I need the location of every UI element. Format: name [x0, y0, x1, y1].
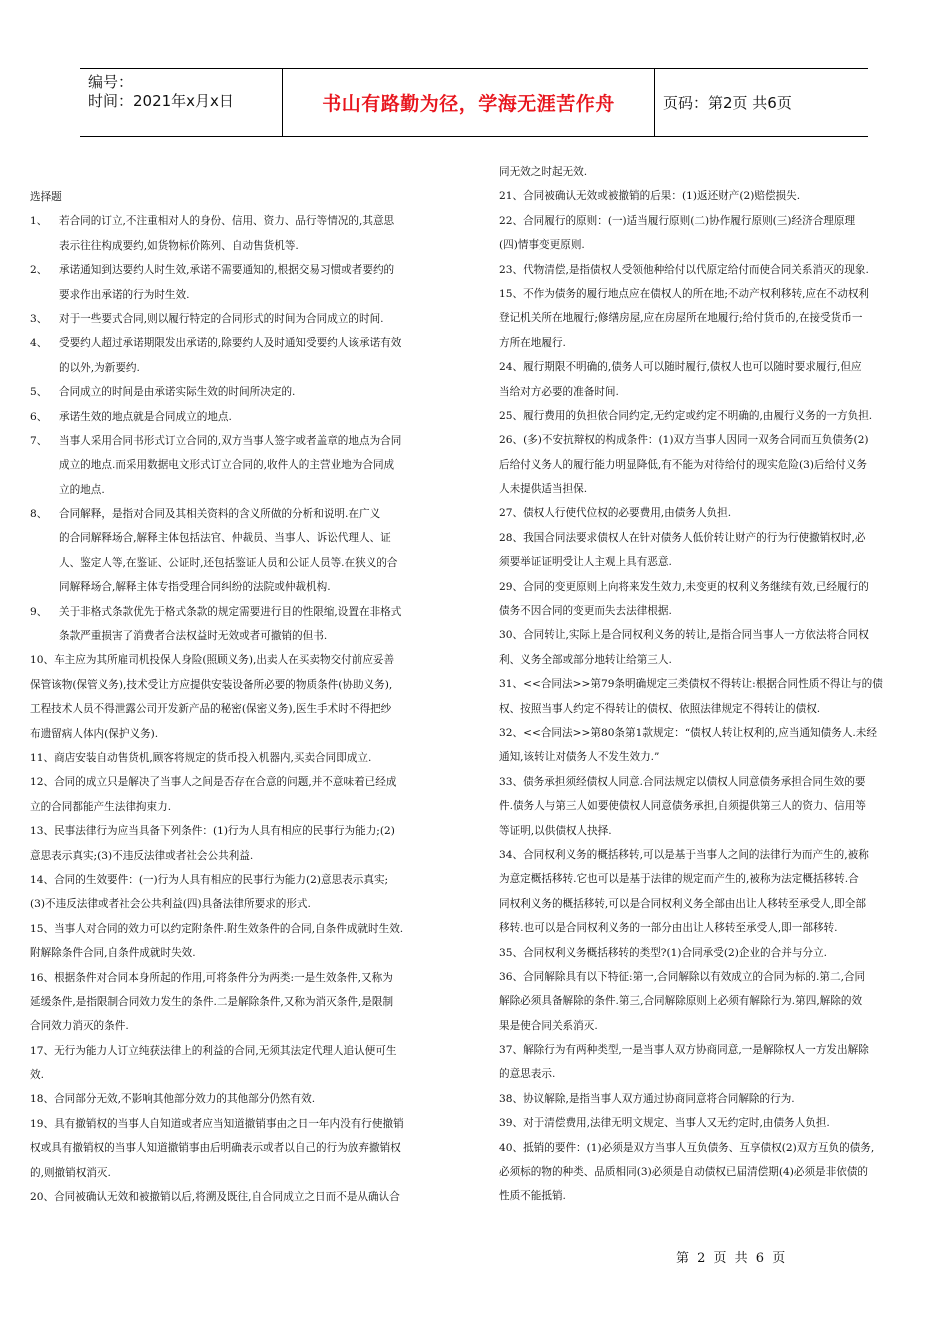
line-text: 合同成立的时间是由承诺实际生效的时间所决定的.	[59, 386, 296, 399]
item-number: 8、	[30, 508, 48, 521]
text-line	[30, 234, 450, 258]
line-text: 件.债务人与第三人如要使债权人同意债务承担,自须提供第三人的资力、信用等	[499, 800, 866, 813]
line-text: 登记机关所在地履行;修缮房屋,应在房屋所在地履行;给付货币的,在接受货币一	[499, 312, 863, 325]
line-text: 30、合同转让,实际上是合同权利义务的转让,是指合同当事人一方依法将合同权	[499, 629, 869, 642]
line-text: 布遗留病人体内(保护义务).	[30, 727, 159, 740]
text-line	[499, 380, 919, 404]
text-line	[499, 1184, 919, 1208]
text-line	[499, 672, 919, 696]
line-text: 承诺通知到达要约人时生效,承诺不需要通知的,根据交易习惯或者要约的	[59, 264, 395, 277]
line-text: 债务不因合同的变更而失去法律根据.	[499, 605, 672, 618]
text-line	[499, 867, 919, 891]
text-line	[499, 1062, 919, 1086]
right-text-column	[499, 160, 919, 1209]
text-line	[499, 1160, 919, 1184]
text-line	[499, 453, 919, 477]
line-text: 利、义务全部或部分地转让给第三人.	[499, 653, 672, 666]
page-footer: 第 2 页 共 6 页	[676, 1251, 788, 1266]
line-text: 22、合同履行的原则：(一)适当履行原则(二)协作履行原则(三)经济合理原理	[499, 214, 856, 227]
line-text: 通知,该转让对债务人不发生效力.”	[499, 751, 660, 764]
text-line	[30, 795, 450, 819]
text-line	[30, 892, 450, 916]
line-text: 34、合同权利义务的概括移转,可以是基于当事人之间的法律行为而产生的,被称	[499, 848, 869, 861]
line-text: 权或具有撤销权的当事人知道撤销事由后明确表示或者以自己的行为放弃撤销权	[30, 1142, 401, 1155]
text-line	[499, 1136, 919, 1160]
text-line	[30, 478, 450, 502]
text-line	[499, 575, 919, 599]
text-line	[30, 600, 450, 624]
line-text: 39、对于清偿费用,法律无明文规定、当事人又无约定时,由债务人负担.	[499, 1117, 830, 1130]
text-line	[499, 331, 919, 355]
text-line	[499, 989, 919, 1013]
text-line	[30, 941, 450, 965]
line-text: 移转.也可以是合同权利义务的一部分由出让人移转至承受人,即一部移转.	[499, 922, 838, 935]
line-text: 31、<<合同法>>第79条明确规定三类债权不得转让:根据合同性质不得让与的债	[499, 678, 883, 691]
text-line	[499, 648, 919, 672]
text-line	[30, 575, 450, 599]
line-text: 立的合同都能产生法律拘束力.	[30, 800, 172, 813]
line-text: 36、合同解除具有以下特征:第一,合同解除以有效成立的合同为标的.第二,合同	[499, 970, 866, 983]
line-text: 同无效之时起无效.	[499, 166, 588, 178]
line-text: 意思表示真实;(3)不违反法律或者社会公共利益.	[30, 849, 254, 862]
line-text: 表示往往构成要约,如货物标价陈列、自动售货机等.	[59, 239, 299, 252]
text-line	[30, 453, 450, 477]
line-text: 承诺生效的地点就是合同成立的地点.	[59, 410, 232, 423]
text-line	[499, 697, 919, 721]
text-line	[499, 916, 919, 940]
text-line	[499, 501, 919, 525]
line-text: 同解释场合,解释主体专指受理合同纠纷的法院或仲裁机构.	[59, 581, 331, 594]
line-text: 10、车主应为其所雇司机投保人身险(照顾义务),出卖人在买卖物交付前应妥善	[30, 654, 395, 667]
item-number: 1、	[30, 215, 48, 228]
text-line	[30, 258, 450, 282]
header-motto-cell	[283, 69, 655, 136]
line-text: (四)情事变更原则.	[499, 239, 585, 252]
item-number: 3、	[30, 312, 48, 325]
line-text: 40、抵销的要件：(1)必须是双方当事人互负债务、互享债权(2)双方互负的债务,	[499, 1141, 875, 1154]
line-text: 18、合同部分无效,不影响其他部分效力的其他部分仍然有效.	[30, 1093, 316, 1106]
text-line	[499, 160, 919, 184]
line-text: 合同效力消灭的条件.	[30, 1020, 129, 1033]
line-text: 32、<<合同法>>第80条第1款规定：“债权人转让权利的,应当通知债务人.未经	[499, 726, 877, 739]
line-text: 35、合同权利义务概括移转的类型?(1)合同承受(2)企业的合并与分立.	[499, 946, 827, 959]
left-text-column	[30, 185, 450, 1209]
text-line	[30, 1161, 450, 1185]
text-line	[499, 233, 919, 257]
text-line	[499, 550, 919, 574]
line-text: 的合同解释场合,解释主体包括法官、仲裁员、当事人、诉讼代理人、证	[59, 532, 391, 545]
text-line	[30, 1039, 450, 1063]
item-number: 7、	[30, 434, 48, 447]
line-text: 38、协议解除,是指当事人双方通过协商同意将合同解除的行为.	[499, 1092, 795, 1105]
line-text: 人未提供适当担保.	[499, 483, 588, 496]
text-line	[499, 184, 919, 208]
header-meta-cell	[80, 69, 283, 136]
line-text: 33、债务承担须经债权人同意.合同法规定以债权人同意债务承担合同生效的要	[499, 775, 866, 788]
text-line	[499, 1038, 919, 1062]
line-text: 24、履行期限不明确的,债务人可以随时履行,债权人也可以随时要求履行,但应	[499, 361, 862, 374]
text-line	[30, 380, 450, 404]
text-line	[30, 1063, 450, 1087]
line-text: 果是使合同关系消灭.	[499, 1019, 598, 1032]
line-text: 25、履行费用的负担依合同约定,无约定或约定不明确的,由履行义务的一方负担.	[499, 409, 873, 422]
text-line	[30, 356, 450, 380]
line-text: 受要约人超过承诺期限发出承诺的,除要约人及时通知受要约人该承诺有效	[59, 337, 402, 350]
line-text: 23、代物清偿,是指债权人受领他种给付以代原定给付而使合同关系消灭的现象.	[499, 263, 869, 276]
line-text: 须要举证证明受让人主观上具有恶意.	[499, 556, 672, 569]
text-line	[499, 1014, 919, 1038]
text-line	[30, 697, 450, 721]
line-text: 方所在地履行.	[499, 336, 566, 349]
header-table	[80, 68, 868, 137]
text-line	[30, 966, 450, 990]
text-line	[499, 306, 919, 330]
text-line	[499, 477, 919, 501]
text-line	[499, 1087, 919, 1111]
item-number: 2、	[30, 264, 48, 277]
line-text: 保管该物(保管义务),技术受让方应提供安装设备所必要的物质条件(协助义务),	[30, 678, 393, 691]
line-text: 解除必须具备解除的条件.第三,合同解除原则上必须有解除行为.第四,解除的效	[499, 995, 863, 1008]
text-line	[30, 990, 450, 1014]
text-line	[499, 209, 919, 233]
document-time-label: 时间：2021年x月x日	[88, 92, 234, 110]
item-number: 5、	[30, 386, 48, 399]
text-line	[30, 526, 450, 550]
line-text: 15、当事人对合同的效力可以约定附条件.附生效条件的合同,自条件成就时生效.	[30, 922, 404, 935]
line-text: 当给对方必要的准备时间.	[499, 385, 619, 398]
line-text: 的意思表示.	[499, 1068, 556, 1081]
text-line	[499, 404, 919, 428]
text-line	[30, 722, 450, 746]
line-text: 必须标的物的种类、品质相同(3)必须是自动债权已届清偿期(4)必须是非依债的	[499, 1166, 869, 1179]
line-text: 对于一些要式合同,则以履行特定的合同形式的时间为合同成立的时间.	[59, 312, 384, 325]
line-text: 性质不能抵销.	[499, 1190, 566, 1203]
text-line	[499, 819, 919, 843]
line-text: 12、合同的成立只是解决了当事人之间是否存在合意的问题,并不意味着已经成	[30, 776, 397, 789]
line-text: 16、根据条件对合同本身所起的作用,可将条件分为两类:一是生效条件,又称为	[30, 971, 393, 984]
text-line	[499, 428, 919, 452]
text-line	[30, 185, 450, 209]
text-line	[30, 917, 450, 941]
text-line	[30, 502, 450, 526]
text-line	[30, 770, 450, 794]
line-text: 为意定概括移转.它也可以是基于法律的规定而产生的,被称为法定概括移转.合	[499, 873, 859, 886]
text-line	[30, 673, 450, 697]
line-text: 26、(多)不安抗辩权的构成条件：(1)双方当事人因同一双务合同而互负债务(2)	[499, 434, 869, 447]
item-number: 4、	[30, 337, 48, 350]
line-text: 19、具有撤销权的当事人自知道或者应当知道撤销事由之日一年内没有行使撤销	[30, 1117, 404, 1130]
line-text: 延缓条件,是指限制合同效力发生的条件.二是解除条件,又称为消灭条件,是限制	[30, 995, 394, 1008]
line-text: 等证明,以供债权人抉择.	[499, 824, 612, 837]
line-text: 37、解除行为有两种类型,一是当事人双方协商同意,一是解除权人一方发出解除	[499, 1044, 869, 1057]
line-text: 21、合同被确认无效或被撤销的后果：(1)返还财产(2)赔偿损失.	[499, 190, 801, 203]
text-line	[30, 624, 450, 648]
text-line	[30, 307, 450, 331]
text-line	[30, 405, 450, 429]
line-text: 15、不作为债务的履行地点应在债权人的所在地;不动产权利移转,应在不动权利	[499, 287, 870, 300]
line-text: 的,则撤销权消灭.	[30, 1166, 111, 1179]
line-text: 27、债权人行使代位权的必要费用,由债务人负担.	[499, 507, 732, 520]
text-line	[499, 892, 919, 916]
text-line	[30, 1185, 450, 1209]
text-line	[30, 844, 450, 868]
text-line	[499, 526, 919, 550]
line-text: 条款严重损害了消费者合法权益时无效或者可撤销的但书.	[59, 630, 328, 643]
line-text: 关于非格式条款优先于格式条款的规定需要进行目的性限缩,设置在非格式	[59, 605, 402, 618]
text-line	[499, 965, 919, 989]
line-text: 同权利义务的概括移转,可以是合同权利义务全部由出让人移转至承受人,即全部	[499, 897, 866, 910]
text-line	[30, 819, 450, 843]
text-line	[30, 1136, 450, 1160]
header-page-cell	[655, 69, 868, 136]
text-line	[30, 429, 450, 453]
text-line	[30, 1087, 450, 1111]
text-line	[499, 745, 919, 769]
motto-text: 书山有路勤为径，学海无涯苦作舟	[322, 93, 615, 115]
text-line	[30, 331, 450, 355]
line-text: 11、商店安装自动售货机,顾客将规定的货币投入机器内,买卖合同即成立.	[30, 751, 372, 764]
line-text: 成立的地点.而采用数据电文形式订立合同的,收件人的主营业地为合同成	[59, 459, 395, 472]
page-number-label: 页码：第2页 共6页	[663, 94, 792, 112]
line-text: 13、民事法律行为应当具备下列条件：(1)行为人具有相应的民事行为能力;(2)	[30, 825, 395, 838]
line-text: 当事人采用合同书形式订立合同的,双方当事人签字或者盖章的地点为合同	[59, 434, 402, 447]
text-line	[499, 623, 919, 647]
text-line	[499, 843, 919, 867]
text-line	[499, 941, 919, 965]
text-line	[30, 648, 450, 672]
text-line	[499, 770, 919, 794]
line-text: 附解除条件合同,自条件成就时失效.	[30, 947, 196, 960]
line-text: 选择题	[30, 191, 62, 203]
text-line	[30, 1014, 450, 1038]
line-text: 合同解释，是指对合同及其相关资料的含义所做的分析和说明.在广义	[59, 508, 381, 521]
line-text: 人、鉴定人等,在鉴证、公证时,还包括鉴证人员和公证人员等.在狭义的合	[59, 556, 398, 569]
text-line	[30, 868, 450, 892]
line-text: (3)不违反法律或者社会公共利益(四)具备法律所要求的形式.	[30, 898, 311, 911]
text-line	[499, 721, 919, 745]
line-text: 工程技术人员不得泄露公司开发新产品的秘密(保密义务),医生手术时不得把纱	[30, 703, 392, 716]
line-text: 要求作出承诺的行为时生效.	[59, 288, 190, 301]
line-text: 若合同的订立,不注重相对人的身份、信用、资力、品行等情况的,其意思	[59, 215, 395, 228]
text-line	[499, 355, 919, 379]
line-text: 17、无行为能力人订立纯获法律上的利益的合同,无须其法定代理人追认便可生	[30, 1044, 397, 1057]
text-line	[30, 746, 450, 770]
text-line	[499, 1111, 919, 1135]
text-line	[499, 258, 919, 282]
line-text: 14、合同的生效要件：(一)行为人具有相应的民事行为能力(2)意思表示真实;	[30, 873, 389, 886]
line-text: 效.	[30, 1069, 44, 1082]
line-text: 后给付义务人的履行能力明显降低,有不能为对待给付的现实危险(3)后给付义务	[499, 458, 867, 471]
line-text: 20、合同被确认无效和被撤销以后,将溯及既往,自合同成立之日而不是从确认合	[30, 1191, 400, 1204]
line-text: 28、我国合同法要求债权人在针对债务人低价转让财产的行为行使撤销权时,必	[499, 531, 866, 544]
line-text: 的以外,为新要约.	[59, 361, 140, 374]
text-line	[30, 209, 450, 233]
line-text: 立的地点.	[59, 483, 105, 496]
item-number: 9、	[30, 605, 48, 618]
line-text: 权、按照当事人约定不得转让的债权、依照法律规定不得转让的债权.	[499, 702, 821, 715]
text-line	[499, 282, 919, 306]
text-line	[30, 551, 450, 575]
line-text: 29、合同的变更原则上向将来发生效力,未变更的权利义务继续有效,已经履行的	[499, 580, 869, 593]
text-line	[499, 599, 919, 623]
text-line	[30, 283, 450, 307]
document-number-label: 编号：	[88, 73, 134, 91]
text-line	[30, 1112, 450, 1136]
item-number: 6、	[30, 410, 48, 423]
text-line	[499, 794, 919, 818]
